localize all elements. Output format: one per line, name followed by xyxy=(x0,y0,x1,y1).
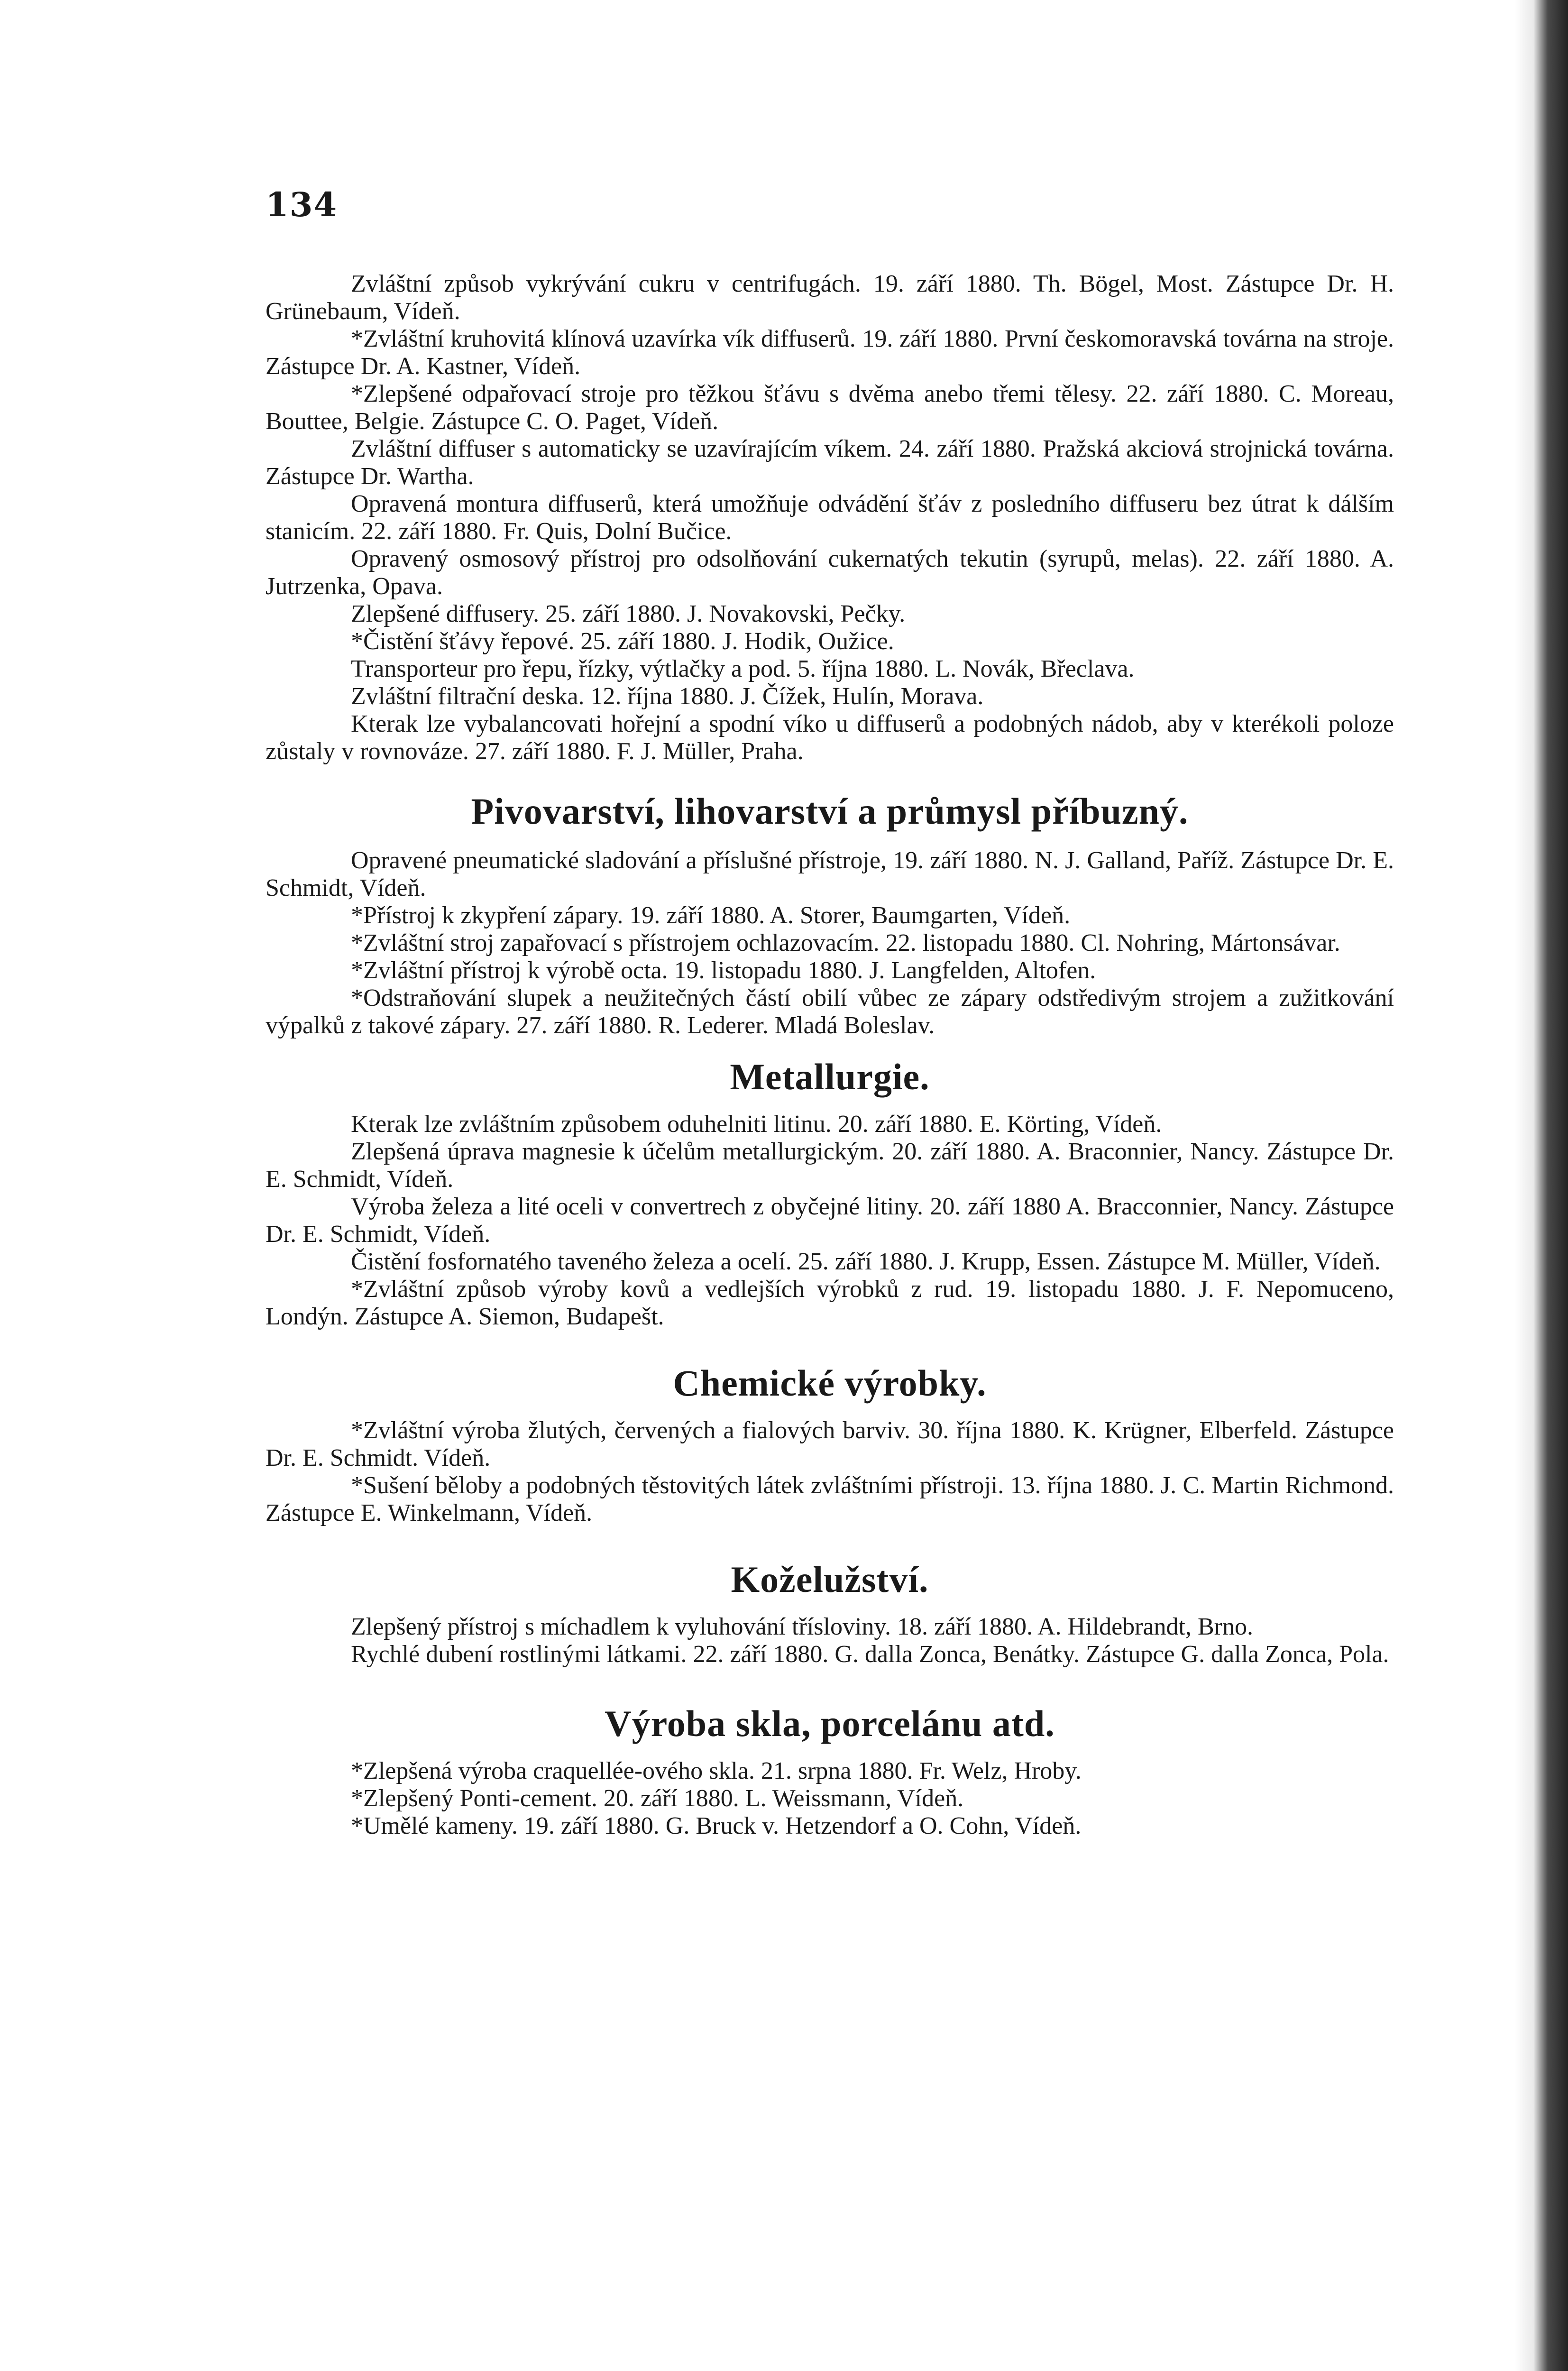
section-chemical xyxy=(266,1362,1394,1527)
section-tanning xyxy=(266,1558,1394,1668)
list-item: Zvláštní filtrační deska. 12. října 1880. J. Čížek, Hulín, Morava. xyxy=(351,683,984,710)
list-item: Zlepšený přístroj s míchadlem k vyluhování třísloviny. 18. září 1880. A. Hildebrandt, Brno. xyxy=(351,1613,1254,1640)
list-item: *Zvláštní přístroj k výrobě octa. 19. listopadu 1880. J. Langfelden, Altofen. xyxy=(351,957,1096,984)
list-item: *Zlepšené odpařovací stroje pro těžkou šťávu s dvěma anebo třemi tělesy. 22. září 1880. C. Moreau, Bouttee, Belgie. Zástupce C. O. Paget, Vídeň. xyxy=(266,380,1394,435)
page-number: 134 xyxy=(266,185,338,224)
section-heading: Chemické výrobky. xyxy=(673,1362,987,1404)
list-item: Výroba železa a lité oceli v convertrech z obyčejné litiny. 20. září 1880 A. Bracconnier, Nancy. Zástupce Dr. E. Schmidt, Vídeň. xyxy=(266,1193,1394,1248)
list-item: Zvláštní diffuser s automaticky se uzavírajícím víkem. 24. září 1880. Pražská akciová strojnická továrna. Zástupce Dr. Wartha. xyxy=(266,435,1394,490)
list-item: Čistění fosfornatého taveného železa a ocelí. 25. září 1880. J. Krupp, Essen. Zástupce M. Müller, Vídeň. xyxy=(351,1248,1381,1275)
section-heading: Pivovarství, lihovarství a průmysl příbuzný. xyxy=(471,790,1189,832)
list-item: *Zvláštní výroba žlutých, červených a fialových barviv. 30. října 1880. K. Krügner, Elberfeld. Zástupce Dr. E. Schmidt. Vídeň. xyxy=(266,1417,1394,1471)
list-item: *Sušení běloby a podobných těstovitých látek zvláštními přístroji. 13. října 1880. J. C. Martin Richmond. Zástupce E. Winkelmann, Vídeň. xyxy=(266,1472,1394,1526)
list-item: *Zvláštní kruhovitá klínová uzavírka vík diffuserů. 19. září 1880. První českomoravská továrna na stroje. Zástupce Dr. A. Kastner, Vídeň. xyxy=(266,325,1394,380)
section-heading: Metallurgie. xyxy=(730,1056,930,1097)
list-item: *Zlepšená výroba craquellée-ového skla. 21. srpna 1880. Fr. Welz, Hroby. xyxy=(351,1757,1082,1784)
list-item: Zlepšené diffusery. 25. září 1880. J. Novakovski, Pečky. xyxy=(351,600,906,627)
page-body xyxy=(266,270,1394,1840)
list-item: Kterak lze vybalancovati hořejní a spodní víko u diffuserů a podobných nádob, aby v kterékoli poloze zůstaly v rovnováze. 27. září 1880. F. J. Müller, Praha. xyxy=(266,710,1394,765)
list-item: *Čistění šťávy řepové. 25. září 1880. J. Hodik, Oužice. xyxy=(351,628,894,655)
list-item: *Odstraňování slupek a neužitečných částí obilí vůbec ze zápary odstředivým strojem a zužitkování výpalků z takové zápary. 27. září 1880. R. Lederer. Mladá Boleslav. xyxy=(266,984,1394,1039)
list-item: Zvláštní způsob vykrývání cukru v centrifugách. 19. září 1880. Th. Bögel, Most. Zástupce Dr. H. Grünebaum, Vídeň. xyxy=(266,270,1394,325)
list-item: Kterak lze zvláštním způsobem oduhelniti litinu. 20. září 1880. E. Körting, Vídeň. xyxy=(351,1111,1162,1138)
page-edge-shadow xyxy=(1515,0,1568,2371)
list-item: Opravená montura diffuserů, která umožňuje odvádění šťáv z posledního diffuseru bez útrat k dálším stanicím. 22. září 1880. Fr. Quis, Dolní Bučice. xyxy=(266,490,1394,545)
section-heading: Výroba skla, porcelánu atd. xyxy=(605,1703,1055,1744)
list-item: Zlepšená úprava magnesie k účelům metallurgickým. 20. září 1880. A. Braconnier, Nancy. Zástupce Dr. E. Schmidt, Vídeň. xyxy=(266,1138,1394,1193)
section-metallurgy xyxy=(266,1056,1394,1331)
list-item: *Zlepšený Ponti-cement. 20. září 1880. L. Weissmann, Vídeň. xyxy=(351,1785,964,1812)
section-sugar xyxy=(266,270,1394,765)
list-item: Opravený osmosový přístroj pro odsolňování cukernatých tekutin (syrupů, melas). 22. září 1880. A. Jutrzenka, Opava. xyxy=(266,545,1394,600)
section-glass xyxy=(266,1702,1394,1840)
list-item: Transporteur pro řepu, řízky, výtlačky a pod. 5. října 1880. L. Novák, Břeclava. xyxy=(351,655,1135,682)
list-item: Rychlé dubení rostlinými látkami. 22. září 1880. G. dalla Zonca, Benátky. Zástupce G. dalla Zonca, Pola. xyxy=(351,1641,1389,1668)
list-item: Opravené pneumatické sladování a příslušné přístroje, 19. září 1880. N. J. Galland, Paříž. Zástupce Dr. E. Schmidt, Vídeň. xyxy=(266,847,1394,901)
list-item: *Přístroj k zkypření zápary. 19. září 1880. A. Storer, Baumgarten, Vídeň. xyxy=(351,902,1071,929)
list-item: *Zvláštní stroj zapařovací s přístrojem ochlazovacím. 22. listopadu 1880. Cl. Nohring, Mártonsávar. xyxy=(351,929,1340,956)
section-brewing xyxy=(266,790,1394,1039)
section-heading: Koželužství. xyxy=(731,1559,929,1600)
list-item: *Umělé kameny. 19. září 1880. G. Bruck v. Hetzendorf a O. Cohn, Vídeň. xyxy=(351,1812,1082,1839)
list-item: *Zvláštní způsob výroby kovů a vedlejších výrobků z rud. 19. listopadu 1880. J. F. Nepomuceno, Londýn. Zástupce A. Siemon, Budapešt. xyxy=(266,1276,1394,1330)
